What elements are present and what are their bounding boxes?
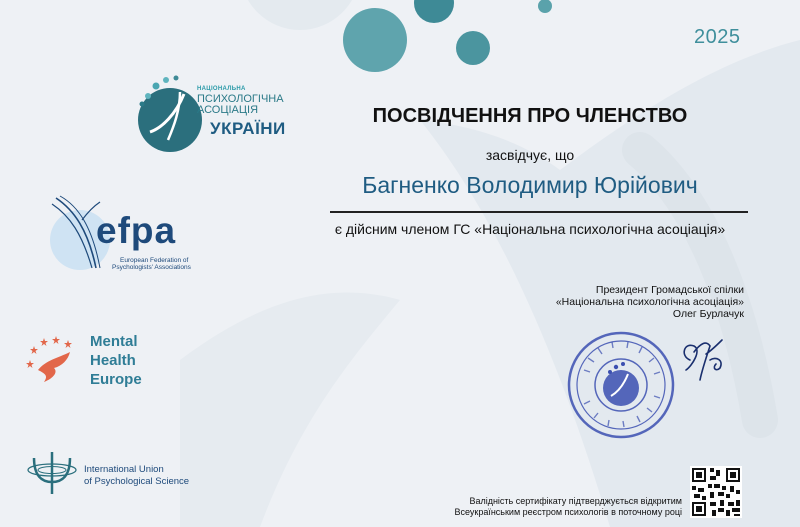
efpa-subtitle-line2: Psychologists' Associations	[112, 264, 191, 271]
npa-logo-line1: НАЦІОНАЛЬНА	[197, 86, 246, 92]
signature-icon	[676, 330, 736, 386]
iupsys-line1: International Union	[84, 464, 164, 475]
validity-note-line1: Валідність сертифікату підтверджується відкритим	[469, 496, 682, 506]
mhe-line1: Mental	[90, 333, 138, 350]
year: 2025	[694, 26, 741, 48]
efpa-subtitle-line1: European Federation of	[120, 257, 189, 264]
mental-health-europe-logo-icon	[24, 330, 84, 390]
validity-note-line2: Всеукраїнським реєстром психологів в поточному році	[454, 507, 682, 517]
npa-logo-line2: ПСИХОЛОГІЧНА	[197, 93, 284, 105]
name-underline	[330, 211, 748, 213]
membership-statement: є дійсним членом ГС «Національна психологічна асоціація»	[334, 221, 726, 237]
certifies-text: засвідчує, що	[485, 147, 575, 163]
member-name: Багненко Володимир Юрійович	[362, 172, 698, 198]
efpa-wordmark: efpa	[96, 210, 177, 251]
signatory-organization: «Національна психологічна асоціація»	[555, 296, 744, 308]
mhe-line2: Health	[90, 352, 136, 369]
iupsys-logo-icon	[26, 448, 80, 496]
qr-code-icon[interactable]	[690, 466, 742, 518]
certificate-title: ПОСВІДЧЕННЯ ПРО ЧЛЕНСТВО	[372, 105, 688, 127]
mhe-line3: Europe	[90, 371, 142, 388]
npa-logo-line4: УКРАЇНИ	[210, 119, 286, 138]
signatory-position: Президент Громадської спілки	[595, 284, 744, 296]
stamp-seal-icon	[566, 330, 676, 440]
signatory-name: Олег Бурлачук	[672, 308, 744, 320]
iupsys-line2: of Psychological Science	[84, 476, 190, 487]
npa-logo-line3: АСОЦІАЦІЯ	[197, 104, 259, 116]
